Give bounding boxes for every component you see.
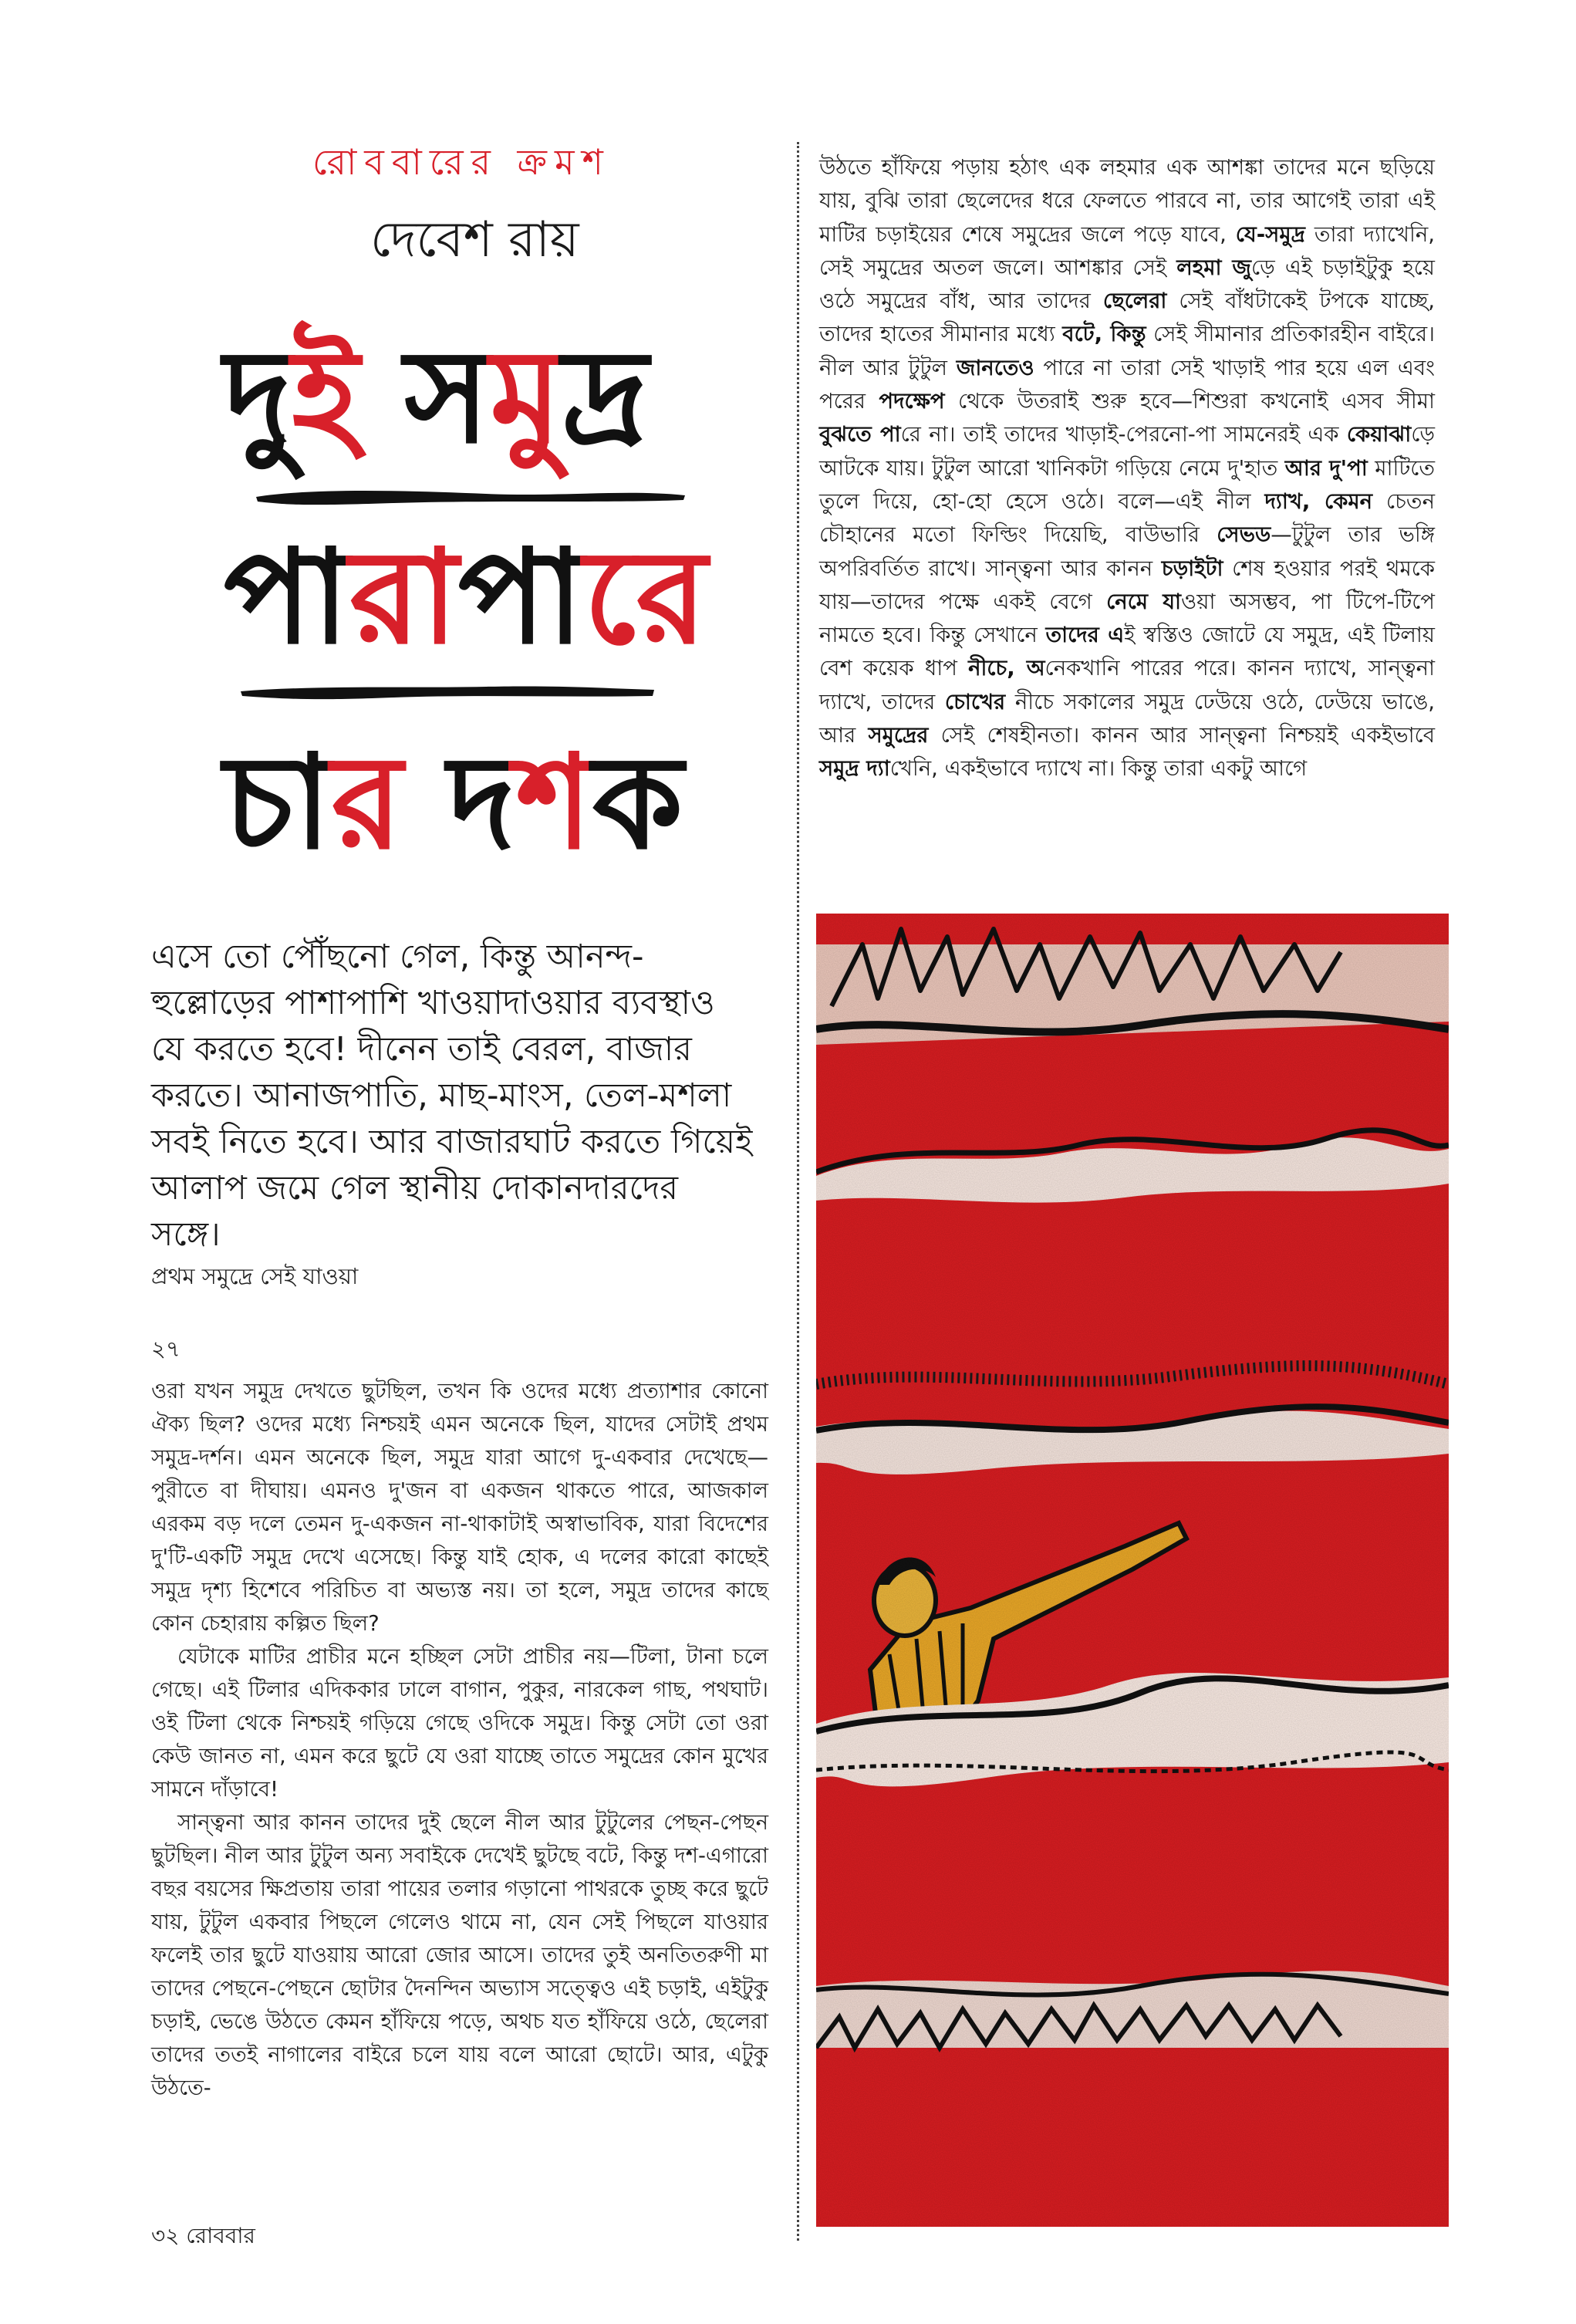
text-run: থেকে উতরাই শুরু হবে—শিশুরা কখনোই এসব সীমা — [944, 389, 1435, 414]
title-part: দ্র — [562, 321, 649, 472]
bold-run: নীচে, অ — [968, 656, 1045, 681]
title-part: দ — [447, 727, 516, 878]
bold-run: জানতেও — [956, 355, 1034, 380]
text-run: ই স্বস্তিও জোটে যে সমুদ্র, এই টিলায় বেশ কয়েক ধাপ — [819, 623, 1435, 681]
bold-run: লহমা জু — [1176, 255, 1251, 280]
text-run: ড়ে এই চড়াইটুকু হয়ে ওঠে সমুদ্রের বাঁধ, আর তাদের — [819, 255, 1435, 314]
subheading: প্রথম সমুদ্রে সেই যাওয়া — [151, 1263, 359, 1289]
text-run: পারে না তারা সেই খাড়াই পার হয়ে এল এবং পরের — [819, 355, 1435, 414]
title-part: র — [331, 727, 448, 878]
text-run: নীচে সকালের সমুদ্র ঢেউয়ে ওঠে, ঢেউয়ে ভাঙে, আর — [819, 689, 1436, 748]
brush-divider-1 — [255, 483, 687, 508]
intro-text: এসে তো পৌঁছনো গেল, কিন্তু আনন্দ-হুল্লোড়ের পাশাপাশি খাওয়াদাওয়ার ব্যবস্থাও যে করতে হবে! দীনেন তাই বেরল, বাজার করতে। আনাজপাতি, মাছ-মাংস, তেল-মশলা সবই নিতে হবে। আর বাজারঘাট করতে গিয়েই আলাপ জমে গেল স্থানীয় দোকানদারদের সঙ্গে। — [151, 937, 753, 1254]
bold-run: ছেলেরা — [1102, 289, 1167, 314]
body-paragraph: ওরা যখন সমুদ্র দেখতে ছুটছিল, তখন কি ওদের মধ্যে প্রত্যাশার কোনো ঐক্য ছিল? ওদের মধ্যে নিশ্চয়ই এমন অনেকে ছিল, যাদের সেটাই প্রথম সমুদ্র-দর্শন। এমন অনেকে ছিল, সমুদ্র যারা আগে দু-একবার দেখেছে—পুরীতে বা দীঘায়। এমনও দু'জন বা একজন থাকতে পারে, আজকাল এরকম বড় দলে তেমন দু-একজন না-থাকাটাই অস্বাভাবিক, যারা বিদেশের দু'টি-একটি সমুদ্র দেখে এসেছে। কিন্তু যাই হোক, এ দলের কারো কাছেই সমুদ্র দৃশ্য হিশেবে পরিচিত বা অভ্যস্ত নয়। তা হলে, সমুদ্র তাদের কাছে কোন চেহারায় কল্পিত ছিল? — [151, 1379, 768, 1636]
text-run: সেই বাঁধটাকেই টপকে যাচ্ছে, তাদের হাতের সীমানার মধ্যে — [819, 289, 1435, 347]
bold-run: সমুদ্র দ্যা — [819, 756, 890, 782]
title-part: পা — [457, 522, 584, 673]
title-line-3 — [216, 724, 771, 878]
title-line-2-text — [224, 522, 711, 673]
page-folio: ৩২ রোববার — [151, 2223, 255, 2248]
title-part: স — [404, 321, 491, 472]
text-run: সেই শেষহীনতা। কানন আর সান্ত্বনা নিশ্চয়ই একইভাবে — [928, 723, 1436, 748]
title-part: মু — [490, 321, 562, 472]
text-run: ওয়া অসম্ভব, পা টিপে-টিপে নামতে হবে। কিন্তু সেখানে — [819, 589, 1435, 648]
title-line-2 — [216, 519, 771, 673]
title-part: শ — [515, 727, 592, 878]
left-column-body — [151, 1375, 768, 2105]
bold-run: বটে, কিন্তু — [1062, 322, 1146, 347]
bold-run: পদক্ষেপ — [879, 389, 945, 414]
text-run: নেকখানি পারের পরে। কানন দ্যাখে, সান্ত্বনা দ্যাখে, তাদের — [819, 656, 1435, 714]
author-name: দেবেশ রায় — [370, 211, 579, 269]
title-line-1 — [216, 318, 771, 472]
text-run: মাটিতে তুলে দিয়ে, হো-হো হেসে ওঠে। বলে—এই নীল — [819, 455, 1435, 514]
bold-run: সেভড — [1217, 522, 1271, 548]
bold-run: দ্যাখ, কেমন — [1264, 488, 1373, 514]
column-divider — [797, 142, 799, 2241]
text-run: —টুটুল তার ভঙ্গি অপরিবর্তিত রাখে। সান্ত্বনা আর কানন — [819, 522, 1435, 581]
bold-run: সমুদ্রের — [868, 723, 929, 748]
bold-run: চড়াইটা — [1161, 556, 1223, 581]
text-run: ড়ে আটকে যায়। টুটুল আরো খানিকটা গড়িয়ে নেমে দু'হাত — [819, 422, 1435, 481]
title-part: রে — [583, 522, 707, 673]
bold-run: নেমে যা — [1106, 589, 1182, 614]
title-part: পা — [224, 522, 349, 673]
right-column-body — [819, 151, 1435, 786]
sea-illustration-svg — [816, 914, 1449, 2227]
texture — [816, 914, 1449, 2227]
title-line-3-text — [220, 727, 687, 878]
bold-run: কেয়াঝা — [1346, 422, 1412, 448]
title-part: ক — [592, 727, 683, 878]
title-part: রা — [349, 522, 458, 673]
bold-run: বুঝতে পা — [819, 422, 901, 448]
chapter-number: ২৭ — [151, 1336, 181, 1362]
body-paragraph-continued — [819, 151, 1435, 786]
text-run: তারা দ্যাখেনি, সেই সমুদ্রের অতল জলে। আশঙ্কার সেই — [819, 221, 1435, 280]
title-line-1-text — [220, 319, 652, 480]
bold-run: তাদের এ — [1045, 623, 1125, 648]
sea-illustration — [816, 914, 1449, 2227]
brush-divider-2 — [239, 679, 656, 704]
title-part: দু — [224, 321, 292, 472]
title-part: ই — [292, 321, 405, 472]
title-part: চা — [224, 727, 332, 878]
intro-paragraph — [151, 934, 753, 1258]
text-run: রে না। তাই তাদের খাড়াই-পেরনো-পা সামনেরই এক — [900, 422, 1347, 448]
bold-run: চোখের — [944, 689, 1006, 714]
series-label: রোববারের ক্রমশ — [312, 141, 611, 183]
text-run: খেনি, একইভাবে দ্যাখে না। কিন্তু তারা একটু আগে — [889, 756, 1308, 782]
body-paragraph: যেটাকে মাটির প্রাচীর মনে হচ্ছিল সেটা প্রাচীর নয়—টিলা, টানা চলে গেছে। এই টিলার এদিককার ঢালে বাগান, পুকুর, নারকেল গাছ, পথঘাট। ওই টিলা থেকে নিশ্চয়ই গড়িয়ে গেছে ওদিকে সমুদ্র। কিন্তু সেটা তো ওরা কেউ জানত না, এমন করে ছুটে যে ওরা যাচ্ছে তাতে সমুদ্রের কোন মুখের সামনে দাঁড়াবে! — [151, 1644, 768, 1802]
body-paragraph: সান্ত্বনা আর কানন তাদের দুই ছেলে নীল আর টুটুলের পেছন-পেছন ছুটছিল। নীল আর টুটুল অন্য সবাইকে দেখেই ছুটছে বটে, কিন্তু দশ-এগারো বছর বয়সের ক্ষিপ্রতায় তারা পায়ের তলার গড়ানো পাথরকে তুচ্ছ করে ছুটে যায়, টুটুল একবার পিছলে গেলেও থামে না, যেন সেই পিছলে যাওয়ার ফলেই তার ছুটে যাওয়ায় আরো জোর আসে। তাদের তুই অনতিতরুণী মা তাদের পেছনে-পেছনে ছোটার দৈনন্দিন অভ্যাস সত্ত্বেও এই চড়াই, এইটুকু চড়াই, ভেঙে উঠতে কেমন হাঁফিয়ে পড়ে, অথচ যত হাঁফিয়ে ওঠে, ছেলেরা তাদের ততই নাগালের বাইরে চলে যায় বলে আরো ছোটে। আর, এটুকু উঠতে- — [151, 1810, 768, 2100]
bold-run: যে-সমুদ্র — [1235, 221, 1305, 247]
text-run: শেষ হওয়ার পরই থমকে যায়—তাদের পক্ষে একই বেগে — [819, 556, 1435, 614]
text-run: চেতন চৌহানের মতো ফিল্ডিং দিয়েছি, বাউভারি — [819, 488, 1435, 548]
text-run: সেই সীমানার প্রতিকারহীন বাইরে। নীল আর টুটুল — [819, 322, 1435, 380]
text-run: উঠতে হাঁফিয়ে পড়ায় হঠাৎ এক লহমার এক আশঙ্কা তাদের মনে ছড়িয়ে যায়, বুঝি তারা ছেলেদের ধরে ফেলতে পারবে না, তার আগেই তারা এই মাটির চড়াইয়ের শেষে সমুদ্রের জলে পড়ে যাবে, — [819, 155, 1435, 247]
bold-run: আর দু'পা — [1284, 455, 1368, 481]
